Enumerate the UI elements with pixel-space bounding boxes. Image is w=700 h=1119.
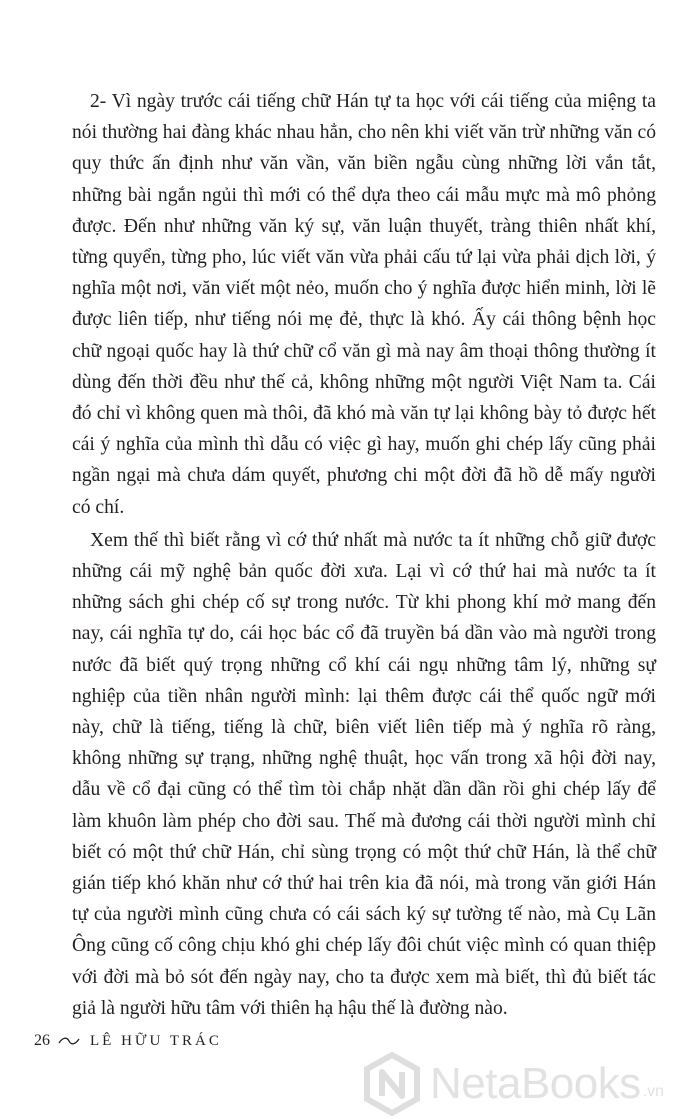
- tilde-swash-icon: [58, 1036, 80, 1046]
- paragraph-1: 2- Vì ngày trước cái tiếng chữ Hán tự ta học với cái tiếng của miệng ta nói thường hai đàng khác nhau hẳn, cho nên khi viết văn trừ những văn có quy thức ấn định như văn vần, văn biền ngẫu cùng những lời vắn tắt, những bài ngắn ngủi thì mới có thể dựa theo cái mẫu mực mà mô phỏng được. Đến như những văn ký sự, văn luận thuyết, tràng thiên nhất khí, từng quyển, từng pho, lúc viết văn vừa phải cấu tứ lại vừa phải dịch lời, ý nghĩa một nơi, văn viết một nẻo, muốn cho ý nghĩa được hiển minh, lời lẽ được liên tiếp, như tiếng nói mẹ đẻ, thực là khó. Ấy cái thông bệnh học chữ ngoại quốc hay là thứ chữ cổ văn gì mà nay âm thoại thông thường ít dùng đến thời đều như thế cả, không những một người Việt Nam ta. Cái đó chỉ vì không quen mà thôi, đã khó mà văn tự lại không bày tỏ được hết cái ý nghĩa của mình thì dẫu có việc gì hay, muốn ghi chép lấy cũng phải ngần ngại mà chưa dám quyết, phương chi một đời đã hồ dễ mấy người có chí.: [72, 91, 656, 518]
- paragraph-2: Xem thế thì biết rằng vì cớ thứ nhất mà nước ta ít những chỗ giữ được những cái mỹ nghệ bản quốc đời xưa. Lại vì cớ thứ hai mà nước ta ít những sách ghi chép cố sự trong nước. Từ khi phong khí mở mang đến nay, cái nghĩa tự do, cái học bác cổ đã truyền bá dần vào mà người trong nước đã biết quý trọng những cổ khí cái ngụ những tâm lý, những sự nghiệp của tiền nhân người mình: lại thêm được cái thể quốc ngữ mới này, chữ là tiếng, tiếng là chữ, biên viết liên tiếp mà ý nghĩa rõ ràng, không những sự trạng, những nghệ thuật, học vấn trong xã hội đời nay, dẫu về cổ đại cũng có thể tìm tòi chắp nhặt dần dần rồi ghi chép lấy để làm khuôn làm phép cho đời sau. Thế mà đương cái thời người mình chỉ biết có một thứ chữ Hán, chỉ sùng trọng có một thứ chữ Hán, là thể chữ gián tiếp khó khăn như cớ thứ hai trên kia đã nói, mà trong văn giới Hán tự của người mình cũng chưa có cái sách ký sự tường tế nào, mà Cụ Lãn Ông cũng cố công chịu khó ghi chép lấy đôi chút việc mình có quan thiệp với đời mà bỏ sót đến ngày nay, cho ta được xem mà biết, thì đủ biết tác giả là người hữu tâm với thiên hạ hậu thế là đường nào.: [72, 529, 656, 1019]
- watermark-brand: NetaBooks: [430, 1059, 641, 1108]
- watermark-suffix: .vn: [642, 1083, 665, 1100]
- body-text: [72, 86, 656, 1026]
- running-head: LÊ HỮU TRÁC: [90, 1032, 222, 1049]
- n-hexagon-logo-icon: [360, 1052, 424, 1116]
- page-footer: [34, 1032, 222, 1050]
- watermark: [360, 1052, 664, 1116]
- page-number: 26: [34, 1032, 50, 1049]
